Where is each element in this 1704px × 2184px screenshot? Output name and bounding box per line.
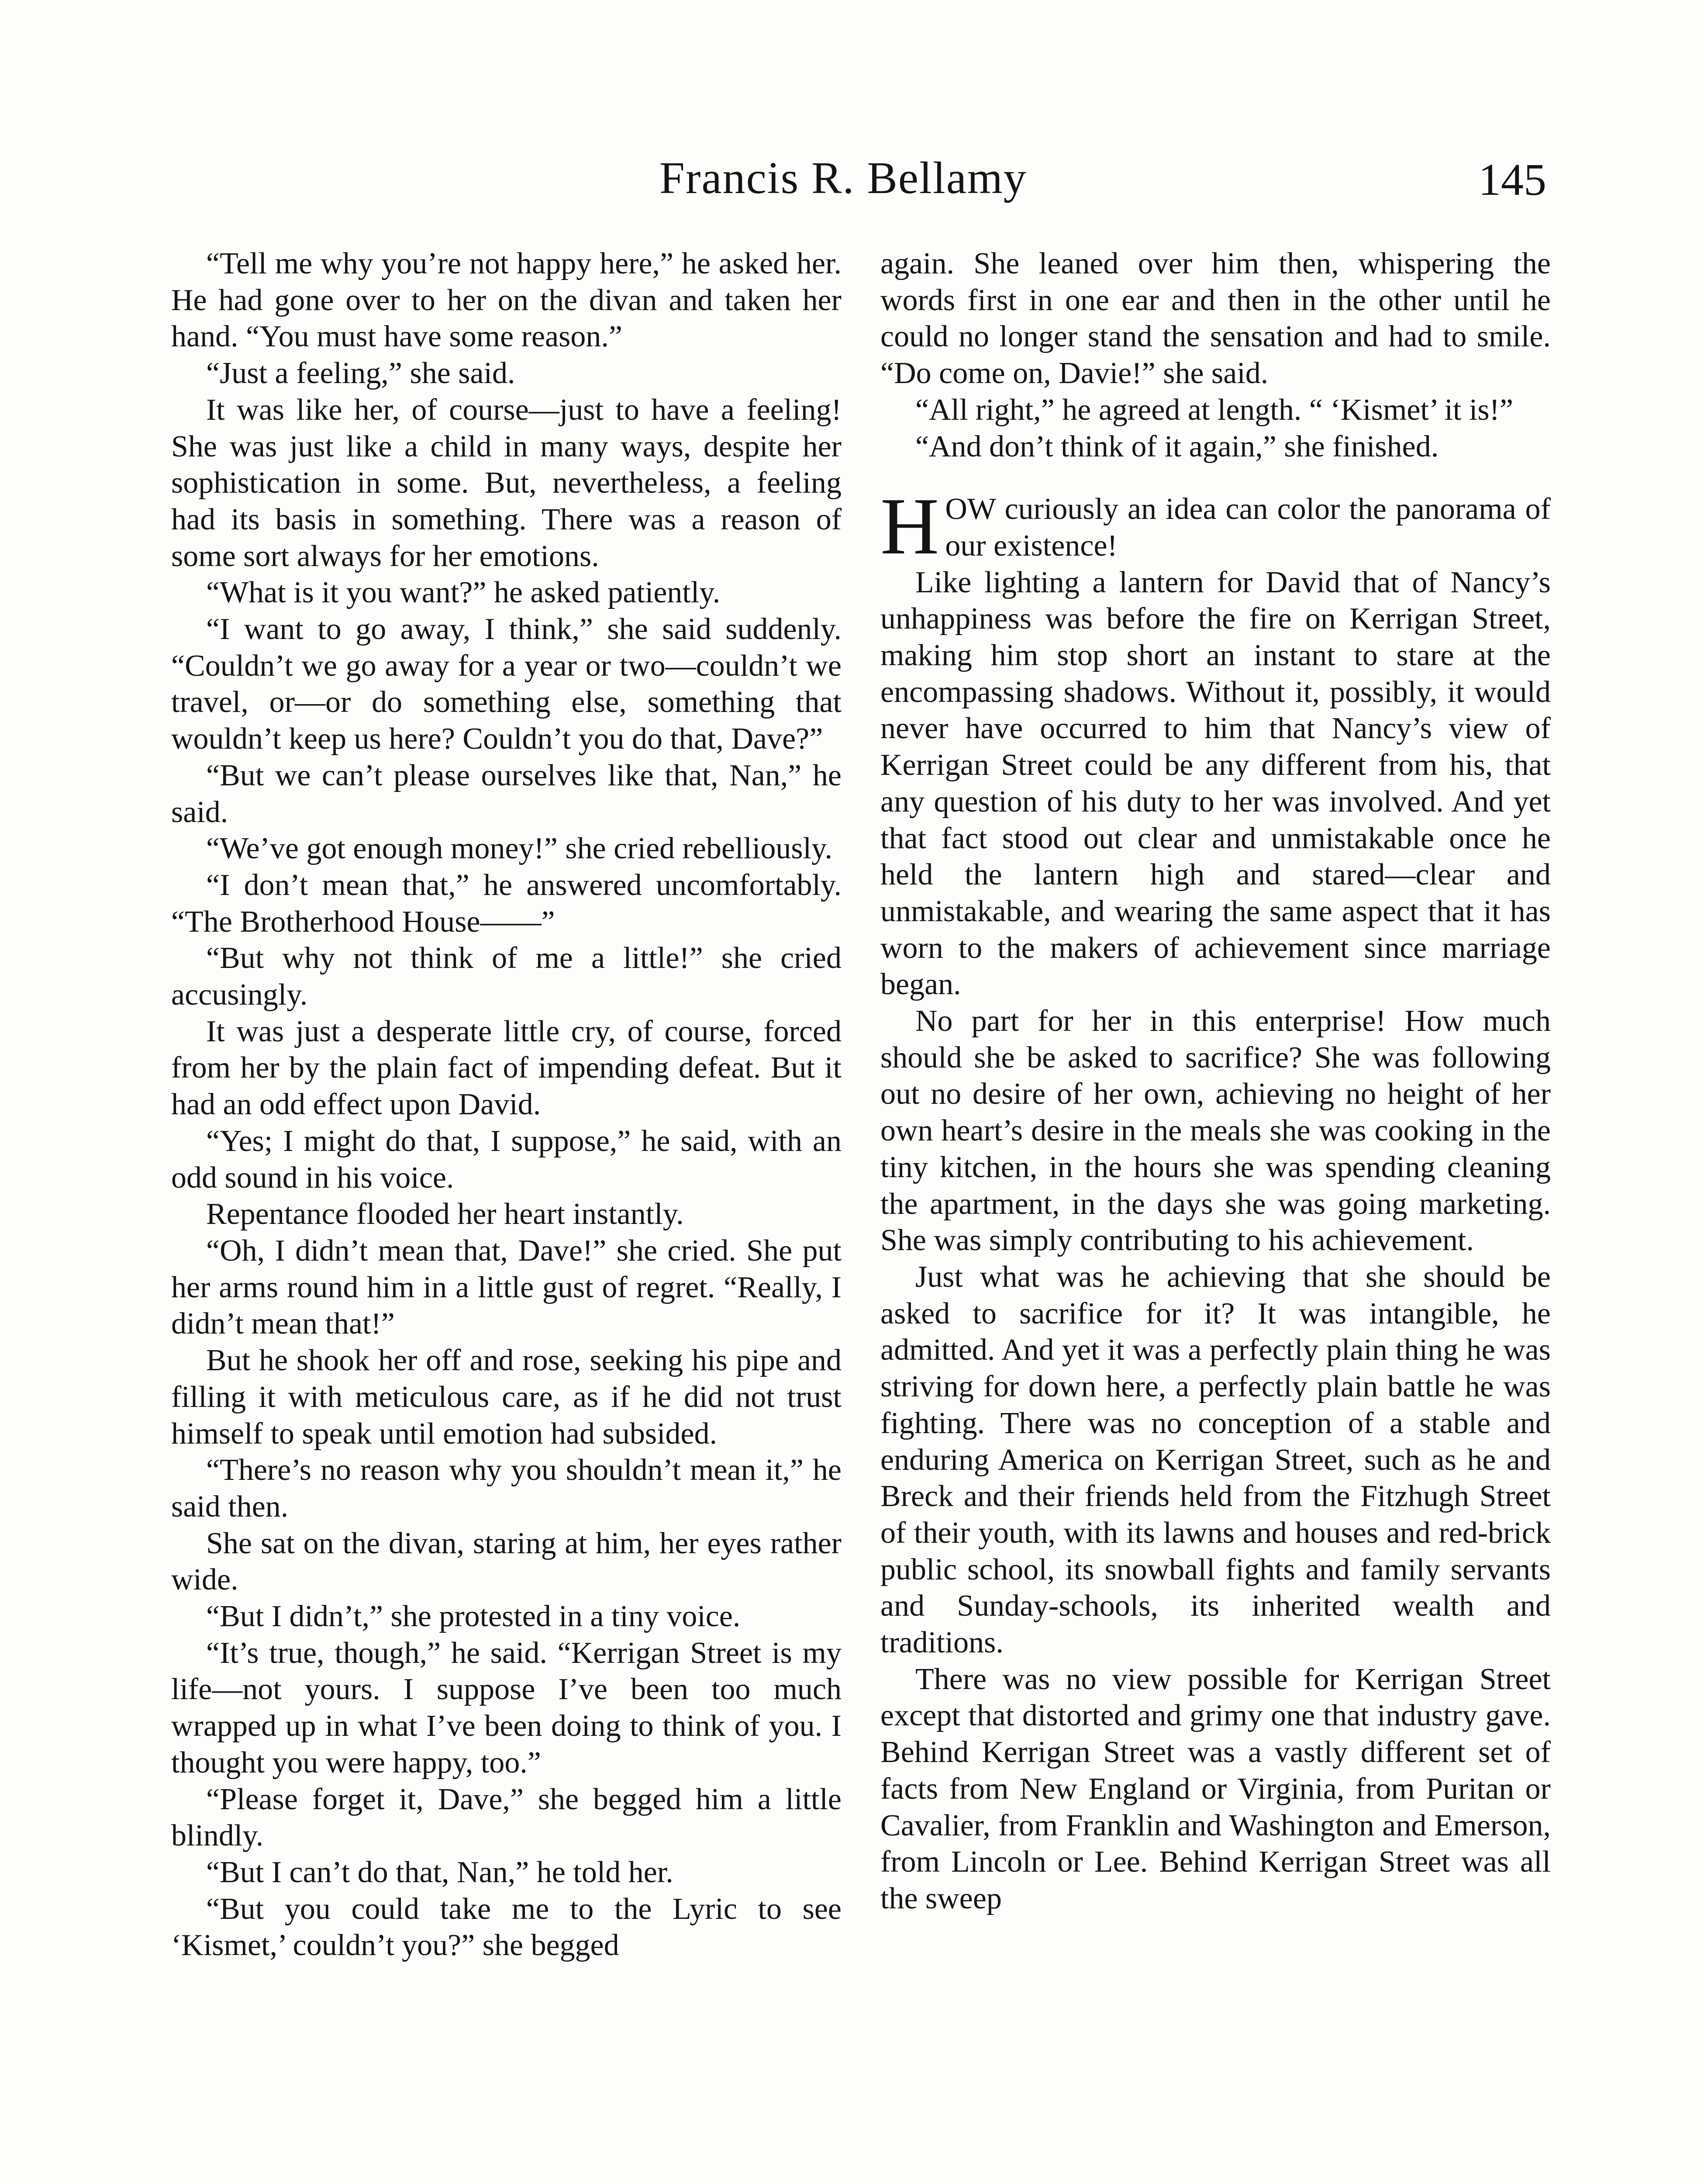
paragraph: “Just a feeling,” she said. [206,356,515,390]
paragraph: “Oh, I didn’t mean that, Dave!” she cried. She put her arms round him in a little gust of regret. “Really, I didn’t mean that!” [171,1234,842,1341]
paragraph: She sat on the divan, staring at him, her eyes rather wide. [171,1526,842,1597]
paragraph: No part for her in this enterprise! How much should she be asked to sacrifice? She was following out no desire of her own, achieving no height of her own heart’s desire in the meals she was cooking in the tiny kitchen, in the hours she was spending cleaning the apartment, in the days she was going marketing. She was simply contributing to his achievement. [880,1004,1551,1258]
running-head: Francis R. Bellamy [659,153,1027,203]
paragraph: Like lighting a lantern for David that of Nancy’s unhappiness was before the fire on Kerrigan Street, making him stop short an instant to stare at the encompassing shadows. Without it, possibly, it would never have occurred to him that Nancy’s view of Kerrigan Street could be any different from his, that any question of his duty to her was involved. And yet that fact stood out clear and unmistakable once he held the lantern high and stared—clear and unmistakable, and wearing the same aspect that it has worn to the makers of achievement since marriage began. [880,565,1551,1002]
paragraph: “What is it you want?” he asked patiently. [206,576,721,610]
paragraph: “And don’t think of it again,” she finished. [915,429,1439,463]
right-column [880,245,1551,1917]
paragraph: “There’s no reason why you shouldn’t mean it,” he said then. [171,1453,842,1524]
paragraph: “I want to go away, I think,” she said suddenly. “Couldn’t we go away for a year or two—couldn’t we travel, or—or do something else, something that wouldn’t keep us here? Couldn’t you do that, Dave?” [171,612,842,756]
paragraph: “We’ve got enough money!” she cried rebelliously. [206,832,833,866]
paragraph: It was just a desperate little cry, of course, forced from her by the plain fact of impending defeat. But it had an odd effect upon David. [171,1014,842,1122]
drop-cap: H [880,481,939,572]
section-opening-text: OW curiously an idea can color the panorama of our existence! [945,492,1551,563]
paragraph: But he shook her off and rose, seeking his pipe and filling it with meticulous care, as if he did not trust himself to speak until emotion had subsided. [171,1344,842,1451]
paragraph: Just what was he achieving that she should be asked to sacrifice for it? It was intangible, he admitted. And yet it was a perfectly plain thing he was striving for down here, a perfectly plain battle he was fighting. There was no conception of a stable and enduring America on Kerrigan Street, such as he and Breck and their friends held from the Fitzhugh Street of their youth, with its lawns and houses and red-brick public school, its snowball fights and family servants and Sunday-schools, its inherited wealth and traditions. [880,1260,1551,1660]
paragraph: “But I didn’t,” she protested in a tiny voice. [206,1600,741,1634]
paragraph: “Please forget it, Dave,” she begged him a little blindly. [171,1782,842,1853]
paragraph: again. She leaned over him then, whispering the words first in one ear and then in the other until he could no longer stand the sensation and had to smile. “Do come on, Davie!” she said. [880,247,1551,390]
paragraph: There was no view possible for Kerrigan Street except that distorted and grimy one that industry gave. Behind Kerrigan Street was a vastly different set of facts from New England or Virginia, from Puritan or Cavalier, from Franklin and Washington and Emerson, from Lincoln or Lee. Behind Kerrigan Street was all the sweep [880,1662,1551,1915]
paragraph: Repentance flooded her heart instantly. [206,1197,684,1231]
left-column [171,245,842,1964]
paragraph: “But we can’t please ourselves like that, Nan,” he said. [171,758,842,829]
paragraph: “But you could take me to the Lyric to see ‘Kismet,’ couldn’t you?” she begged [171,1892,842,1963]
paragraph: “Tell me why you’re not happy here,” he asked her. He had gone over to her on the divan and taken her hand. “You must have some reason.” [171,247,842,354]
paragraph: “It’s true, though,” he said. “Kerrigan Street is my life—not yours. I suppose I’ve been too much wrapped up in what I’ve been doing to think of you. I thought you were happy, too.” [171,1636,842,1780]
paragraph: “But I can’t do that, Nan,” he told her. [206,1855,673,1889]
paragraph: It was like her, of course—just to have a feeling! She was just like a child in many ways, despite her sophistication in some. But, nevertheless, a feeling had its basis in something. There was a reason of some sort always for her emotions. [171,393,842,573]
section-opening [880,481,1551,572]
paragraph: “But why not think of me a little!” she cried accusingly. [171,941,842,1012]
page-number: 145 [1478,155,1546,205]
paragraph: “I don’t mean that,” he answered uncomfortably. “The Brotherhood House——” [171,868,842,939]
paragraph: “Yes; I might do that, I suppose,” he said, with an odd sound in his voice. [171,1124,842,1195]
paragraph: “All right,” he agreed at length. “ ‘Kismet’ it is!” [915,393,1514,427]
